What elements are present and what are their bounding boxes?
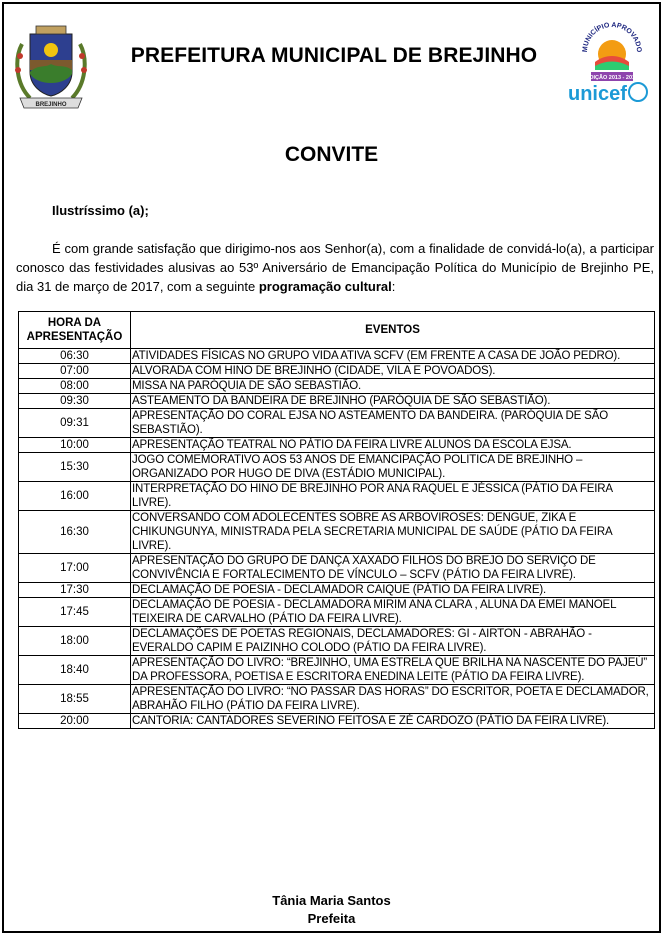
program-table-header xyxy=(19,312,655,349)
event-description: ALVORADA COM HINO DE BREJINHO (CIDADE, VILA E POVOADOS). xyxy=(131,364,655,379)
event-description: APRESENTAÇÃO DO GRUPO DE DANÇA XAXADO FILHOS DO BREJO DO SERVIÇO DE CONVIVÊNCIA E FORTALECIMENTO DE VÍNCULO – SCFV (PÁTIO DA FEIRA LIVRE). xyxy=(131,554,655,583)
cultural-program-emphasis: programação cultural xyxy=(258,279,392,294)
event-description: CONVERSANDO COM ADOLECENTES SOBRE AS ARBOVIROSES: DENGUE, ZIKA E CHIKUNGUNYA, MINISTRADA PELA SECRETARIA MUNICIPAL DE SAÚDE (PÁTIO DA FEIRA LIVRE). xyxy=(131,511,655,554)
table-row xyxy=(19,364,655,379)
program-table-body xyxy=(19,349,655,729)
event-time: 08:00 xyxy=(19,379,131,394)
table-row xyxy=(19,453,655,482)
event-description: APRESENTAÇÃO DO LIVRO: “BREJINHO, UMA ESTRELA QUE BRILHA NA NASCENTE DO PAJEÚ” DA PROFESSORA, POETISA E ESCRITORA ENEDINA LEITE (PÁTIO DA FEIRA LIVRE). xyxy=(131,656,655,685)
table-row xyxy=(19,714,655,729)
events-column-header: EVENTOS xyxy=(131,312,655,349)
invitation-body xyxy=(16,239,654,296)
event-description: APRESENTAÇÃO TEATRAL NO PÁTIO DA FEIRA LIVRE ALUNOS DA ESCOLA EJSA. xyxy=(131,438,655,453)
table-row xyxy=(19,482,655,511)
invitation-body-end: : xyxy=(391,279,396,294)
table-row xyxy=(19,511,655,554)
salutation: Ilustríssimo (a); xyxy=(52,203,149,218)
municipal-crest-logo xyxy=(14,24,88,110)
table-row xyxy=(19,438,655,453)
event-time: 09:31 xyxy=(19,409,131,438)
program-table xyxy=(18,311,655,729)
invitation-page xyxy=(2,2,661,933)
signatory-name: Tânia Maria Santos xyxy=(272,893,391,908)
crest-banner-text: BREJINHO xyxy=(35,102,67,108)
event-time: 20:00 xyxy=(19,714,131,729)
table-row xyxy=(19,685,655,714)
unicef-approved-seal xyxy=(577,16,647,86)
seal-edition-text: EDIÇÃO 2013 - 2016 xyxy=(585,75,639,81)
event-description: DECLAMAÇÕES DE POETAS REGIONAIS, DECLAMADORES: GI - AIRTON - ABRAHÃO - EVERALDO CAPIM E PAIZINHO COLODO (PÁTIO DA FEIRA LIVRE). xyxy=(131,627,655,656)
event-description: APRESENTAÇÃO DO LIVRO: “NO PASSAR DAS HORAS” DO ESCRITOR, POETA E DECLAMADOR, ABRAHÃO FILHO (PÁTIO DA FEIRA LIVRE). xyxy=(131,685,655,714)
event-description: APRESENTAÇÃO DO CORAL EJSA NO ASTEAMENTO DA BANDEIRA. (PARÓQUIA DE SÃO SEBASTIÃO). xyxy=(131,409,655,438)
table-row xyxy=(19,349,655,364)
event-time: 18:40 xyxy=(19,656,131,685)
event-time: 15:30 xyxy=(19,453,131,482)
invitation-body-text: É com grande satisfação que dirigimo-nos aos Senhor(a), com a finalidade de convidá-lo(a), a participar conosco das festividades alusivas ao 53º Aniversário de Emancipação Política do Município de Brejinho PE, dia 31 de março de 2017, com a seguinte xyxy=(16,241,654,294)
event-description: ASTEAMENTO DA BANDEIRA DE BREJINHO (PARÓQUIA DE SÃO SEBASTIÃO). xyxy=(131,394,655,409)
signature-block xyxy=(4,892,659,928)
table-row xyxy=(19,554,655,583)
event-description: MISSA NA PARÓQUIA DE SÃO SEBASTIÃO. xyxy=(131,379,655,394)
event-time: 09:30 xyxy=(19,394,131,409)
time-column-header: HORA DA APRESENTAÇÃO xyxy=(19,312,131,349)
table-row xyxy=(19,379,655,394)
event-time: 16:30 xyxy=(19,511,131,554)
event-time: 07:00 xyxy=(19,364,131,379)
event-description: CANTORIA: CANTADORES SEVERINO FEITOSA E ZÉ CARDOZO (PÁTIO DA FEIRA LIVRE). xyxy=(131,714,655,729)
event-description: ATIVIDADES FÍSICAS NO GRUPO VIDA ATIVA SCFV (EM FRENTE A CASA DE JOÃO PEDRO). xyxy=(131,349,655,364)
table-row xyxy=(19,627,655,656)
table-row xyxy=(19,583,655,598)
event-description: DECLAMAÇÃO DE POESIA - DECLAMADORA MIRIM ANA CLARA , ALUNA DA EMEI MANOEL TEIXEIRA DE CARVALHO (PÁTIO DA FEIRA LIVRE). xyxy=(131,598,655,627)
event-time: 18:00 xyxy=(19,627,131,656)
event-time: 17:00 xyxy=(19,554,131,583)
table-row xyxy=(19,598,655,627)
event-description: DECLAMAÇÃO DE POESIA - DECLAMADOR CAIQUE (PÁTIO DA FEIRA LIVRE). xyxy=(131,583,655,598)
table-row xyxy=(19,409,655,438)
event-time: 18:55 xyxy=(19,685,131,714)
table-row xyxy=(19,656,655,685)
event-time: 10:00 xyxy=(19,438,131,453)
unicef-logo xyxy=(568,82,648,106)
unicef-wordmark: unicef xyxy=(568,83,627,105)
municipality-title: PREFEITURA MUNICIPAL DE BREJINHO xyxy=(130,44,538,67)
event-time: 16:00 xyxy=(19,482,131,511)
unicef-globe-icon xyxy=(628,82,648,102)
event-description: JOGO COMEMORATIVO AOS 53 ANOS DE EMANCIPAÇÃO POLITICA DE BREJINHO – ORGANIZADO POR HUGO DE DIVA (ESTÁDIO MUNICIPAL). xyxy=(131,453,655,482)
letterhead xyxy=(4,4,659,114)
event-description: INTERPRETAÇÃO DO HINO DE BREJINHO POR ANA RAQUEL E JÉSSICA (PÁTIO DA FEIRA LIVRE). xyxy=(131,482,655,511)
event-time: 17:30 xyxy=(19,583,131,598)
invitation-heading: CONVITE xyxy=(284,143,379,166)
table-row xyxy=(19,394,655,409)
seal-arc-text: MUNICÍPIO APROVADO xyxy=(581,21,643,53)
event-time: 17:45 xyxy=(19,598,131,627)
event-time: 06:30 xyxy=(19,349,131,364)
signatory-role: Prefeita xyxy=(307,911,356,926)
